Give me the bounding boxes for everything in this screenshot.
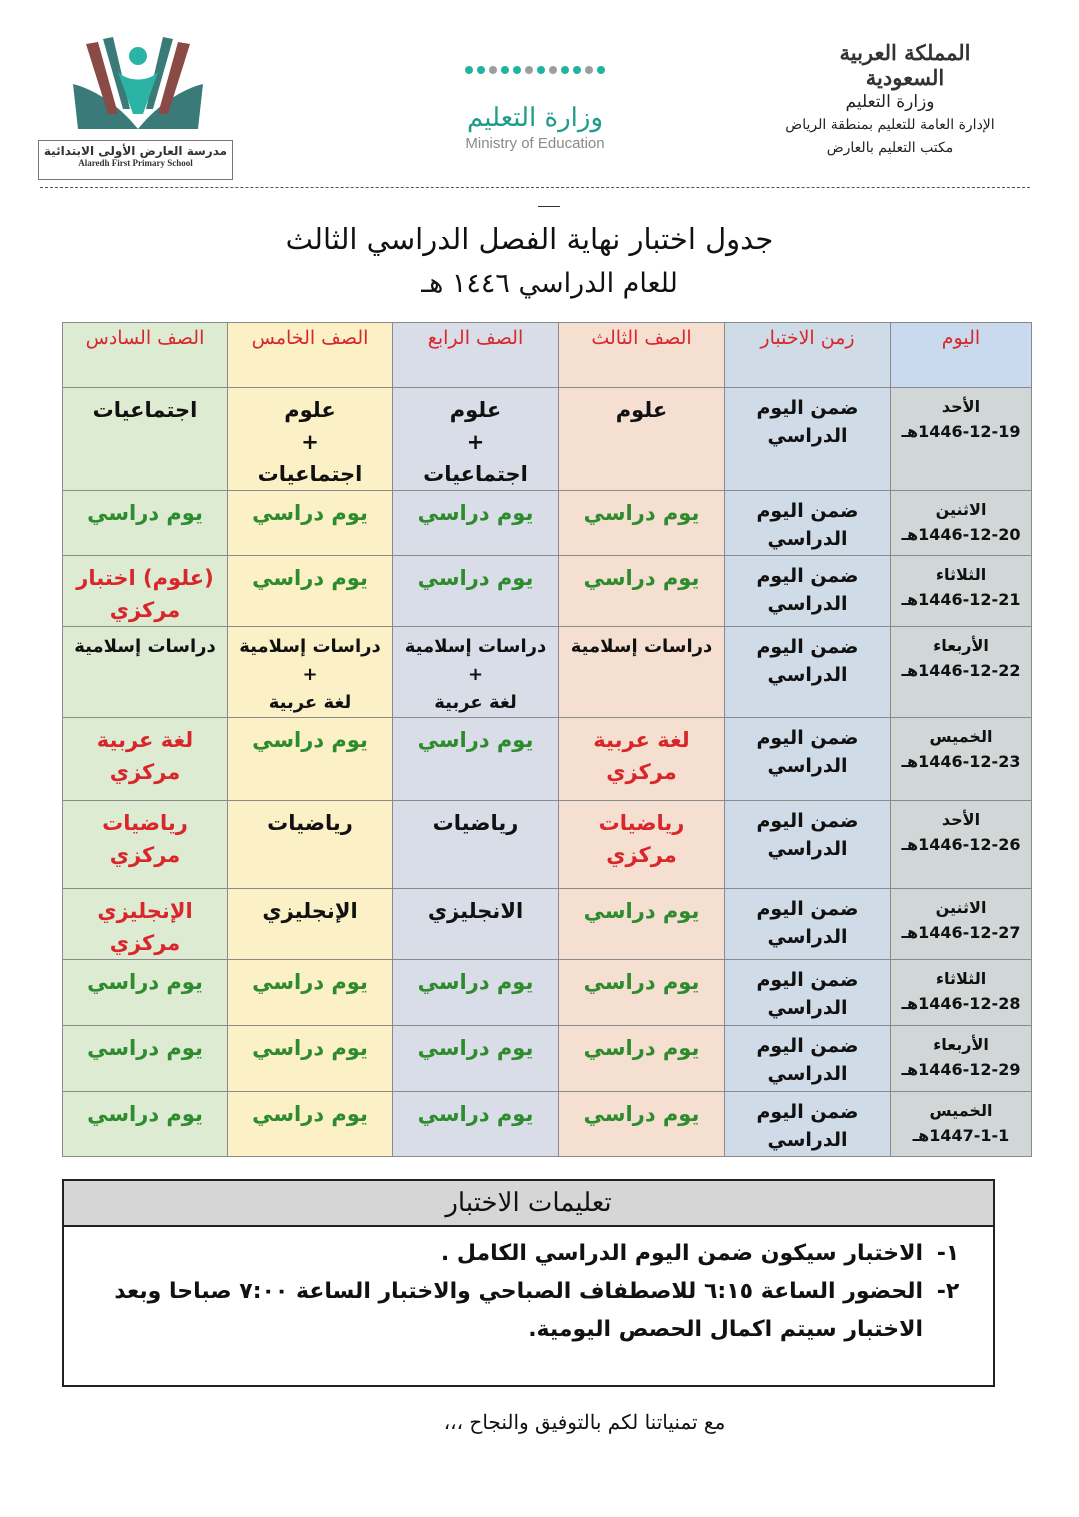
cell-g4 xyxy=(393,718,559,801)
subject-line: يوم دراسي xyxy=(252,1036,368,1060)
cell-day xyxy=(891,1092,1032,1157)
day-date: 1446-12-27هـ xyxy=(901,923,1021,942)
cell-time xyxy=(725,889,891,960)
school-name-en: Alaredh First Primary School xyxy=(78,158,193,168)
subject-line: دراسات إسلامية xyxy=(239,636,381,657)
cell-day xyxy=(891,718,1032,801)
cell-g4 xyxy=(393,960,559,1026)
table-row xyxy=(63,801,1032,889)
subject-line: دراسات إسلامية xyxy=(570,636,713,657)
instruction-text: الحضور الساعة ٦:١٥ للاصطفاف الصباحي والاختبار الساعة ٧:٠٠ صباحا وبعد الاختبار سيتم اكمال الحصص اليومية. xyxy=(114,1279,923,1342)
day-date: 1446-12-28هـ xyxy=(901,994,1021,1013)
cell-day xyxy=(891,491,1032,556)
subject-line: دراسات إسلامية xyxy=(404,636,547,657)
day-name: الاثنين xyxy=(935,898,987,917)
cell-g5 xyxy=(228,627,393,718)
admin-block xyxy=(770,90,1010,160)
instruction-number: ٢- xyxy=(936,1279,960,1304)
table-row xyxy=(63,388,1032,491)
day-date: 1446-12-29هـ xyxy=(901,1060,1021,1079)
table-row xyxy=(63,889,1032,960)
table-row xyxy=(63,491,1032,556)
header-divider xyxy=(40,187,1030,188)
moe-logo-en: Ministry of Education xyxy=(465,135,605,152)
cell-g6 xyxy=(63,801,228,889)
instruction-item xyxy=(84,1273,973,1349)
cell-g5 xyxy=(228,960,393,1026)
day-name: الاثنين xyxy=(935,500,987,519)
subject-line: يوم دراسي xyxy=(583,566,700,590)
cell-g3 xyxy=(559,960,725,1026)
table-row xyxy=(63,1026,1032,1092)
subject-line: يوم دراسي xyxy=(87,970,203,994)
subject-line: يوم دراسي xyxy=(417,501,534,525)
letterhead xyxy=(30,20,1030,190)
time-line: الدراسي xyxy=(767,926,848,948)
table-header-row xyxy=(63,323,1032,388)
subject-line: يوم دراسي xyxy=(583,899,700,923)
subject-line: مركزي xyxy=(606,760,677,784)
instructions-heading: تعليمات الاختبار xyxy=(64,1181,993,1227)
time-line: ضمن اليوم xyxy=(756,898,859,920)
subject-line: رياضيات xyxy=(432,811,519,835)
subject-line: الإنجليزي xyxy=(97,899,193,923)
day-name: الخميس xyxy=(929,727,993,746)
moe-dots-icon xyxy=(445,45,625,95)
cell-g3 xyxy=(559,1026,725,1092)
cell-g5 xyxy=(228,889,393,960)
time-line: الدراسي xyxy=(767,755,848,777)
day-name: الخميس xyxy=(929,1101,993,1120)
subject-line: يوم دراسي xyxy=(252,728,368,752)
subject-line: لغة عربية xyxy=(96,728,194,752)
time-line: ضمن اليوم xyxy=(756,1035,859,1057)
cell-time xyxy=(725,491,891,556)
cell-day xyxy=(891,801,1032,889)
cell-g4 xyxy=(393,388,559,491)
cell-time xyxy=(725,388,891,491)
cell-g3 xyxy=(559,388,725,491)
subject-line: مركزي xyxy=(109,598,181,622)
cell-g6 xyxy=(63,718,228,801)
time-line: ضمن اليوم xyxy=(756,1101,859,1123)
admin-line: الإدارة العامة للتعليم بمنطقة الرياض xyxy=(785,117,995,133)
subject-line: علوم xyxy=(449,398,502,422)
closing-note: مع تمنياتنا لكم بالتوفيق والنجاح ،،، xyxy=(443,1410,726,1434)
subject-line: يوم دراسي xyxy=(417,1102,534,1126)
divider-dash xyxy=(538,206,560,207)
time-line: ضمن اليوم xyxy=(756,397,859,419)
cell-g5 xyxy=(228,1026,393,1092)
time-line: الدراسي xyxy=(767,1063,848,1085)
subject-line: مركزي xyxy=(606,843,677,867)
cell-g6 xyxy=(63,491,228,556)
subject-line: علوم xyxy=(284,398,336,422)
cell-g3 xyxy=(559,627,725,718)
day-name: الأربعاء xyxy=(933,636,989,655)
day-date: 1447-1-1هـ xyxy=(912,1126,1010,1145)
cell-g4 xyxy=(393,889,559,960)
cell-day xyxy=(891,1026,1032,1092)
subject-line: رياضيات xyxy=(267,811,353,835)
cell-g6 xyxy=(63,556,228,627)
instruction-number: ١- xyxy=(936,1241,960,1266)
subject-line: اجتماعيات xyxy=(257,462,363,486)
day-date: 1446-12-22هـ xyxy=(901,661,1021,680)
cell-time xyxy=(725,1026,891,1092)
cell-g5 xyxy=(228,388,393,491)
table-row xyxy=(63,718,1032,801)
cell-g6 xyxy=(63,388,228,491)
instruction-item xyxy=(84,1235,973,1273)
subject-line: يوم دراسي xyxy=(252,1102,368,1126)
day-name: الثلاثاء xyxy=(935,565,987,584)
subject-line: يوم دراسي xyxy=(583,1102,700,1126)
subject-line: رياضيات xyxy=(102,811,188,835)
day-name: الأحد xyxy=(941,810,981,829)
time-line: الدراسي xyxy=(767,838,848,860)
table-row xyxy=(63,1092,1032,1157)
subject-line: + xyxy=(302,664,318,685)
time-line: الدراسي xyxy=(767,593,848,615)
subject-line: يوم دراسي xyxy=(87,1102,203,1126)
day-date: 1446-12-23هـ xyxy=(901,752,1021,771)
header-time: زمن الاختبار xyxy=(725,323,891,388)
day-date: 1446-12-19هـ xyxy=(901,422,1021,441)
cell-g5 xyxy=(228,1092,393,1157)
instructions-list xyxy=(64,1227,993,1349)
table-row xyxy=(63,960,1032,1026)
page-title: جدول اختبار نهاية الفصل الدراسي الثالث xyxy=(285,222,774,256)
cell-time xyxy=(725,556,891,627)
school-logo xyxy=(38,34,233,180)
moe-logo-ar: وزارة التعليم xyxy=(466,103,604,133)
cell-g4 xyxy=(393,1026,559,1092)
cell-time xyxy=(725,1092,891,1157)
office-line: مكتب التعليم بالعارض xyxy=(826,140,954,156)
subject-line: يوم دراسي xyxy=(417,1036,534,1060)
subject-line: مركزي xyxy=(109,843,181,867)
day-date: 1446-12-21هـ xyxy=(901,590,1021,609)
cell-time xyxy=(725,960,891,1026)
subject-line: يوم دراسي xyxy=(583,1036,700,1060)
subject-line: يوم دراسي xyxy=(417,970,534,994)
subject-line: يوم دراسي xyxy=(87,1036,203,1060)
time-line: ضمن اليوم xyxy=(756,500,859,522)
cell-g3 xyxy=(559,801,725,889)
time-line: الدراسي xyxy=(767,664,848,686)
subject-line: اجتماعيات xyxy=(423,462,528,486)
cell-g4 xyxy=(393,1092,559,1157)
subject-line: يوم دراسي xyxy=(252,501,368,525)
cell-g3 xyxy=(559,556,725,627)
subject-line: يوم دراسي xyxy=(252,970,368,994)
cell-day xyxy=(891,960,1032,1026)
subject-line: رياضيات xyxy=(598,811,685,835)
subject-line: مركزي xyxy=(109,931,181,955)
time-line: الدراسي xyxy=(767,997,848,1019)
table-row xyxy=(63,627,1032,718)
cell-g3 xyxy=(559,491,725,556)
time-line: ضمن اليوم xyxy=(756,727,859,749)
kingdom-calligraphy: المملكة العربية السعودية xyxy=(839,40,971,90)
cell-g4 xyxy=(393,801,559,889)
subject-line: + xyxy=(301,430,319,454)
header-g3: الصف الثالث xyxy=(559,323,725,388)
cell-g3 xyxy=(559,1092,725,1157)
day-name: الأربعاء xyxy=(933,1035,989,1054)
table-body xyxy=(63,388,1032,1157)
time-line: ضمن اليوم xyxy=(756,810,859,832)
day-date: 1446-12-26هـ xyxy=(901,835,1021,854)
day-name: الثلاثاء xyxy=(935,969,987,988)
cell-g3 xyxy=(559,889,725,960)
cell-time xyxy=(725,627,891,718)
subject-line: + xyxy=(466,430,485,454)
subject-line: علوم xyxy=(615,398,668,422)
cell-time xyxy=(725,801,891,889)
subject-line: (علوم) اختبار xyxy=(76,566,214,590)
cell-g6 xyxy=(63,627,228,718)
day-date: 1446-12-20هـ xyxy=(901,525,1021,544)
table-row xyxy=(63,556,1032,627)
exam-schedule-table xyxy=(62,322,1032,1157)
subject-line: يوم دراسي xyxy=(583,970,700,994)
cell-g3 xyxy=(559,718,725,801)
cell-time xyxy=(725,718,891,801)
time-line: ضمن اليوم xyxy=(756,565,859,587)
header-g5: الصف الخامس xyxy=(228,323,393,388)
subject-line: يوم دراسي xyxy=(583,501,700,525)
subject-line: الإنجليزي xyxy=(262,899,358,923)
cell-g6 xyxy=(63,1092,228,1157)
subject-line: يوم دراسي xyxy=(252,566,368,590)
subject-line: مركزي xyxy=(109,760,181,784)
header-g4: الصف الرابع xyxy=(393,323,559,388)
subject-line: اجتماعيات xyxy=(92,398,198,422)
cell-g5 xyxy=(228,801,393,889)
school-name-box xyxy=(38,140,233,180)
cell-day xyxy=(891,388,1032,491)
subject-line: دراسات إسلامية xyxy=(74,636,216,657)
subject-line: لغة عربية xyxy=(434,692,517,713)
time-line: ضمن اليوم xyxy=(756,636,859,658)
header-day: اليوم xyxy=(891,323,1032,388)
subject-line: يوم دراسي xyxy=(417,728,534,752)
cell-g6 xyxy=(63,960,228,1026)
subject-line: + xyxy=(467,664,484,685)
cell-g6 xyxy=(63,1026,228,1092)
ministry-line: وزارة التعليم xyxy=(845,92,935,112)
school-book-icon xyxy=(68,34,208,139)
subject-line: يوم دراسي xyxy=(417,566,534,590)
time-line: الدراسي xyxy=(767,425,848,447)
cell-g4 xyxy=(393,556,559,627)
cell-g4 xyxy=(393,627,559,718)
cell-day xyxy=(891,889,1032,960)
cell-day xyxy=(891,627,1032,718)
instruction-text: الاختبار سيكون ضمن اليوم الدراسي الكامل . xyxy=(440,1241,923,1266)
time-line: الدراسي xyxy=(767,528,848,550)
cell-g5 xyxy=(228,556,393,627)
page-subtitle: للعام الدراسي ١٤٤٦ هـ xyxy=(421,268,678,299)
cell-g6 xyxy=(63,889,228,960)
subject-line: يوم دراسي xyxy=(87,501,203,525)
subject-line: الانجليزي xyxy=(427,899,524,923)
day-name: الأحد xyxy=(941,397,981,416)
cell-g4 xyxy=(393,491,559,556)
cell-g5 xyxy=(228,491,393,556)
school-name-ar: مدرسة العارض الأولى الابتدائية xyxy=(43,144,228,158)
time-line: ضمن اليوم xyxy=(756,969,859,991)
moe-logo xyxy=(445,45,625,152)
instructions-box xyxy=(62,1179,995,1387)
cell-day xyxy=(891,556,1032,627)
subject-line: لغة عربية xyxy=(268,692,352,713)
time-line: الدراسي xyxy=(767,1129,848,1151)
header-g6: الصف السادس xyxy=(63,323,228,388)
cell-g5 xyxy=(228,718,393,801)
subject-line: لغة عربية xyxy=(593,728,690,752)
